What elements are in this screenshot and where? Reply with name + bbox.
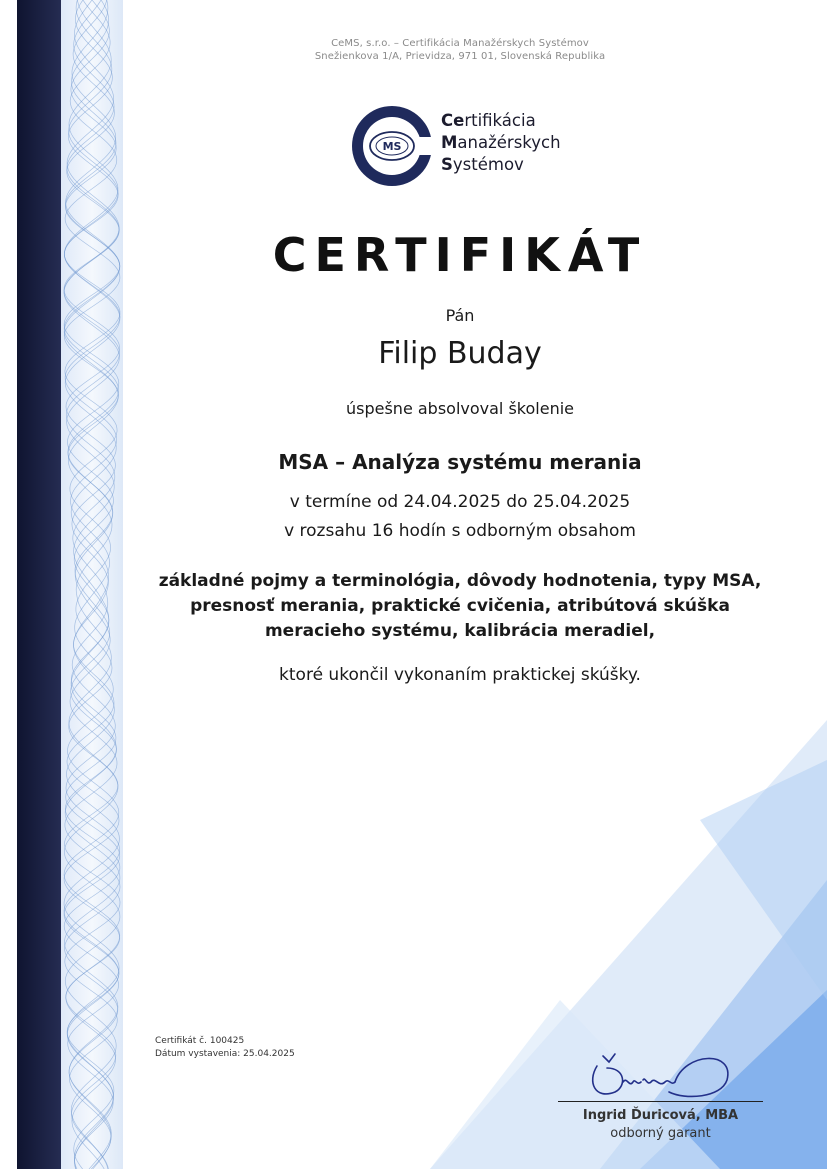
issue-date: Dátum vystavenia: 25.04.2025 bbox=[155, 1049, 295, 1059]
logo-wordmark bbox=[441, 110, 561, 176]
exam-statement: ktoré ukončil vykonaním praktickej skúšky. bbox=[279, 665, 641, 685]
recipient-name: Filip Buday bbox=[378, 336, 542, 371]
course-dates: v termíne od 24.04.2025 do 25.04.2025 bbox=[289, 492, 631, 512]
certificate-title: CERTIFIKÁT bbox=[272, 228, 648, 282]
course-scope: v rozsahu 16 hodín s odborným obsahom bbox=[284, 521, 636, 541]
completion-statement: úspešne absolvoval školenie bbox=[345, 399, 574, 418]
issuer-line-2: Snežienkova 1/A, Prievidza, 971 01, Slovenská Republika bbox=[314, 51, 606, 62]
handwritten-signature bbox=[585, 1042, 735, 1104]
logo-word-1: Certifikácia bbox=[441, 111, 536, 130]
course-topics: základné pojmy a terminológia, dôvody hodnotenia, typy MSA, presnosť merania, praktické cvičenia, atribútová skúška meracieho systému, kalibrácia meradiel, bbox=[158, 571, 762, 641]
logo-mark-text: MS bbox=[382, 140, 402, 153]
navy-band bbox=[17, 0, 61, 1169]
salutation: Pán bbox=[445, 306, 475, 325]
course-title: MSA – Analýza systému merania bbox=[278, 450, 642, 474]
certificate-number: Certifikát č. 100425 bbox=[155, 1036, 245, 1046]
logo-word-3: Systémov bbox=[441, 155, 524, 174]
cems-logo-mark bbox=[350, 104, 434, 188]
issuer-line-1: CeMS, s.r.o. – Certifikácia Manažérskych Systémov bbox=[331, 38, 589, 49]
signature-line bbox=[558, 1101, 763, 1102]
signatory-name: Ingrid Ďuricová, MBA bbox=[582, 1108, 739, 1123]
signatory-role: odborný garant bbox=[610, 1126, 711, 1141]
logo-word-2: Manažérskych bbox=[441, 133, 561, 152]
